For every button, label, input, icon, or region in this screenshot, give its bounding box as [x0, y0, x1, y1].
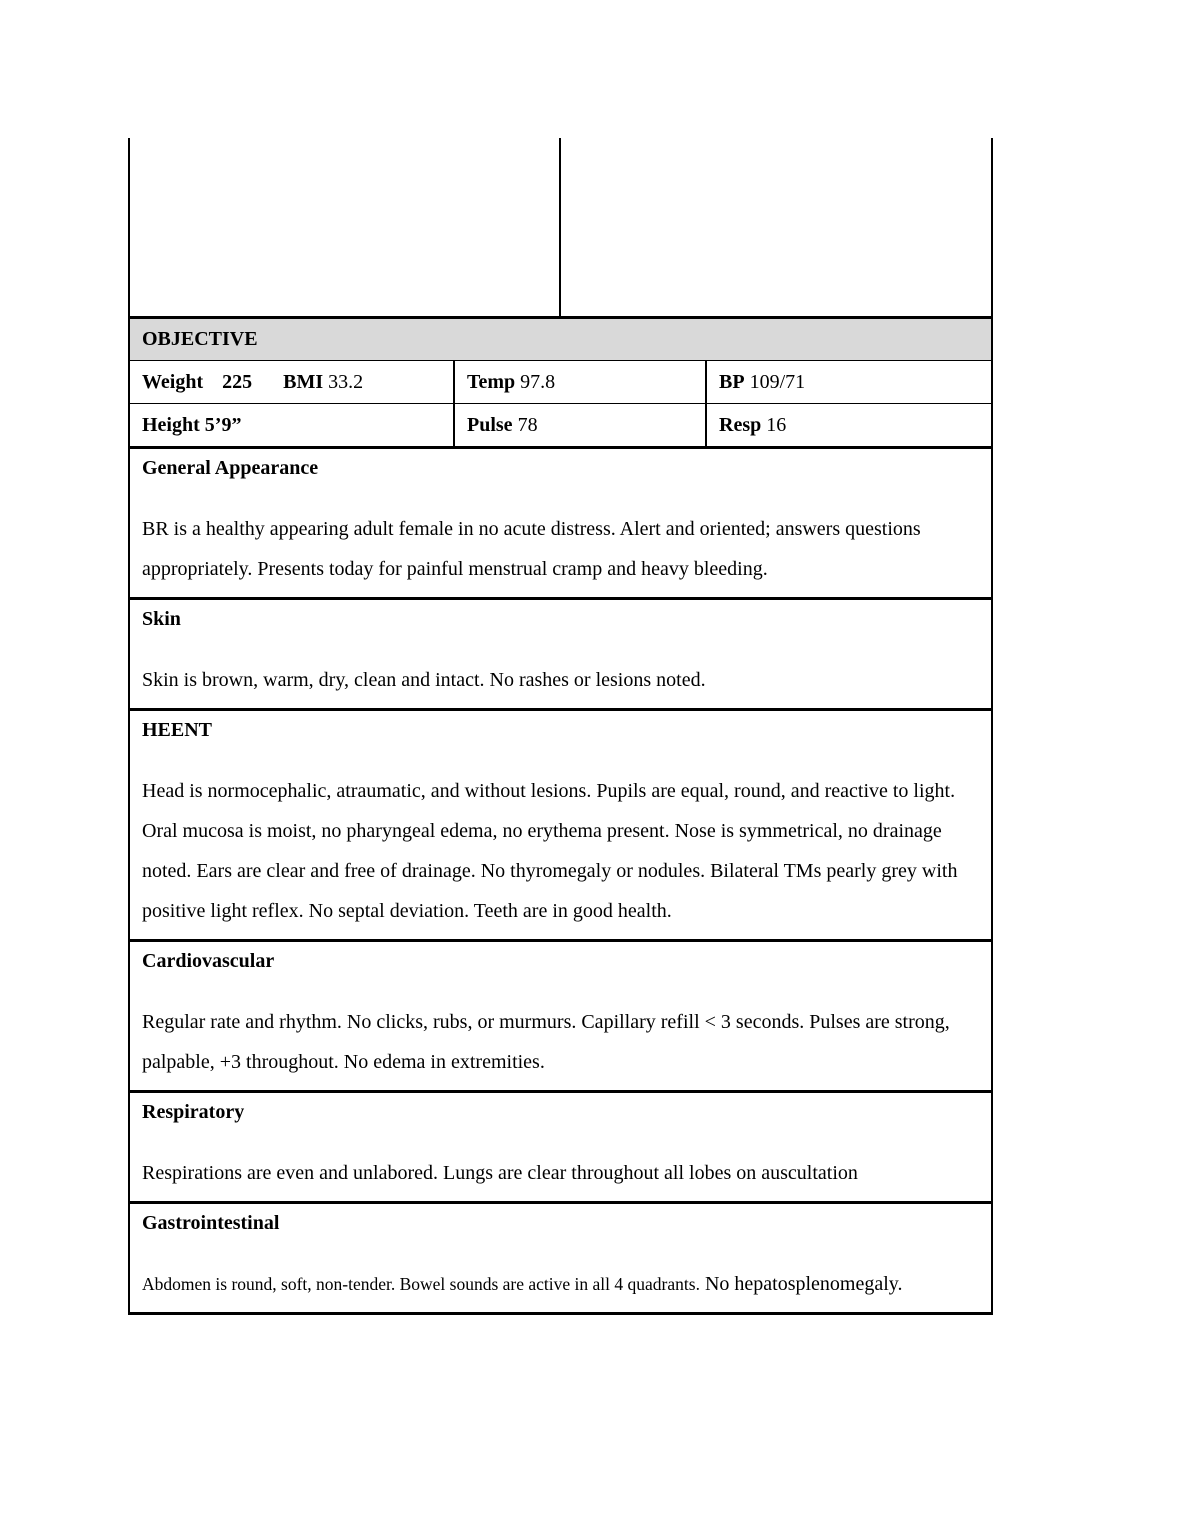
section-respiratory — [130, 1090, 991, 1201]
soap-note-table — [128, 138, 993, 1315]
vitals-row-1 — [128, 361, 993, 403]
section-body: Regular rate and rhythm. No clicks, rubs, or murmurs. Capillary refill < 3 seconds. Pulses are strong, palpable, +3 throughout. No edema in extremities. — [142, 1011, 950, 1073]
height-label: Height — [142, 414, 200, 436]
section-body-small: Abdomen is round, soft, non-tender. Bowel sounds are active in all 4 quadrants. — [142, 1274, 700, 1294]
continuation-row — [128, 138, 993, 316]
exam-sections — [128, 446, 993, 1315]
temp-label: Temp — [467, 371, 516, 393]
section-heent — [130, 708, 991, 939]
section-body: Skin is brown, warm, dry, clean and intact. No rashes or lesions noted. — [142, 669, 706, 691]
resp-label: Resp — [719, 414, 762, 436]
section-title: Respiratory — [142, 1101, 245, 1123]
objective-section-header: OBJECTIVE — [128, 316, 993, 361]
bp-cell — [707, 361, 991, 403]
height-value: 5’9” — [204, 414, 242, 436]
section-body-rest: No hepatosplenomegaly. — [704, 1273, 903, 1295]
pulse-value: 78 — [517, 414, 538, 436]
section-title: General Appearance — [142, 457, 319, 479]
pulse-label: Pulse — [467, 414, 513, 436]
continuation-cell-right — [561, 138, 991, 316]
weight-bmi-cell — [130, 361, 455, 403]
bmi-label: BMI — [283, 371, 324, 393]
temp-cell — [455, 361, 707, 403]
section-title: Cardiovascular — [142, 950, 275, 972]
resp-cell — [707, 404, 991, 446]
section-body — [142, 1264, 979, 1304]
temp-value: 97.8 — [520, 371, 556, 393]
pulse-cell — [455, 404, 707, 446]
section-gastrointestinal — [130, 1201, 991, 1312]
section-cardiovascular — [130, 939, 991, 1090]
section-general-appearance — [130, 446, 991, 597]
section-body: Respirations are even and unlabored. Lungs are clear throughout all lobes on auscultation — [142, 1162, 858, 1184]
section-title: Gastrointestinal — [142, 1212, 280, 1234]
weight-label: Weight — [142, 371, 204, 393]
section-title: HEENT — [142, 719, 213, 741]
section-body: Head is normocephalic, atraumatic, and without lesions. Pupils are equal, round, and reactive to light. Oral mucosa is moist, no pharyngeal edema, no erythema present. Nose is symmetrical, no drainage noted. Ears are clear and free of drainage. No thyromegaly or nodules. Bilateral TMs pearly grey with positive light reflex. No septal deviation. Teeth are in good health. — [142, 780, 958, 922]
vitals-table — [128, 361, 993, 446]
resp-value: 16 — [766, 414, 787, 436]
height-cell — [130, 404, 455, 446]
bp-value: 109/71 — [749, 371, 806, 393]
vitals-row-2 — [128, 403, 993, 446]
section-body: BR is a healthy appearing adult female in no acute distress. Alert and oriented; answers questions appropriately. Presents today for painful menstrual cramp and heavy bleeding. — [142, 518, 921, 580]
continuation-cell-left — [130, 138, 561, 316]
bp-label: BP — [719, 371, 745, 393]
bmi-value: 33.2 — [328, 371, 364, 393]
section-title: Skin — [142, 608, 181, 630]
weight-value: 225 — [222, 371, 253, 393]
section-skin — [130, 597, 991, 708]
